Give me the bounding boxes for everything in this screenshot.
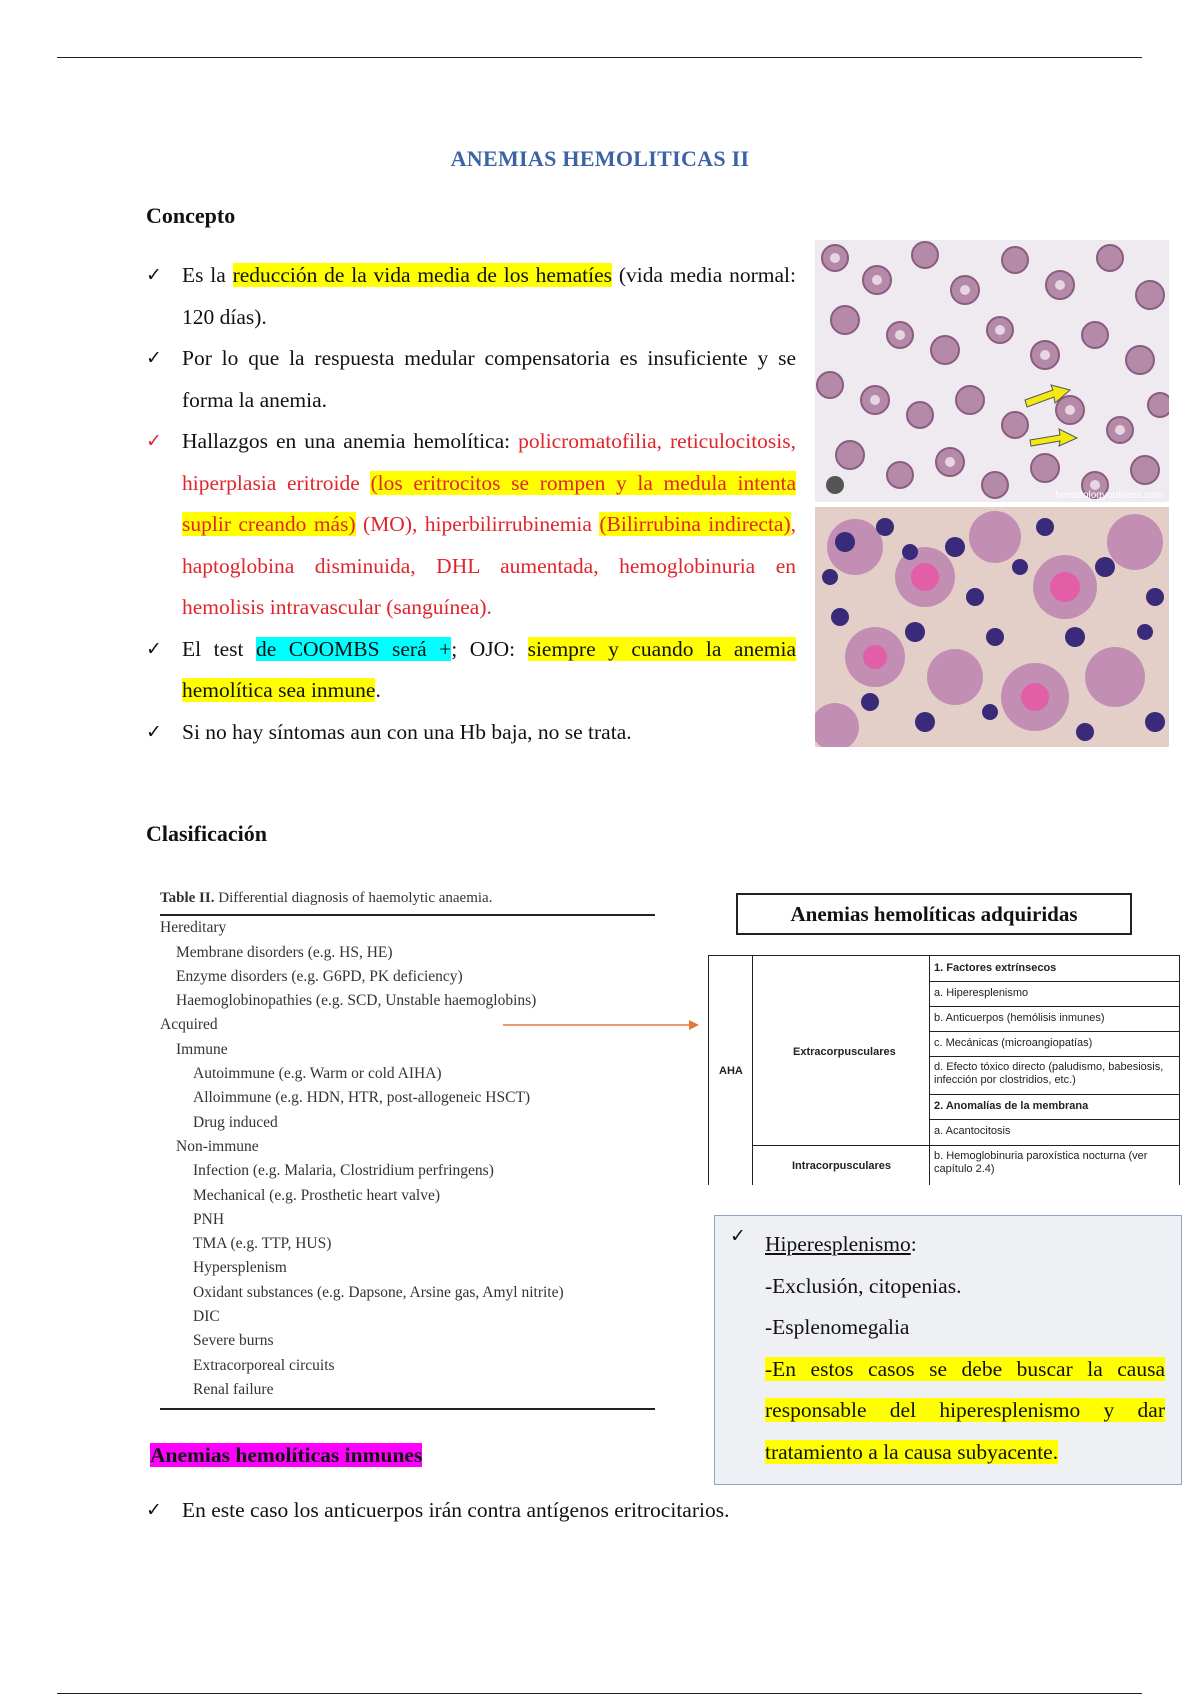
- aha-cell: d. Efecto tóxico directo (paludismo, babesiosis, infección por clostridios, etc.): [934, 1061, 1164, 1086]
- check-icon: ✓: [146, 264, 162, 286]
- divider: [929, 1094, 1180, 1095]
- aha-cell: 2. Anomalías de la membrana: [934, 1100, 1089, 1112]
- table-row: Mechanical (e.g. Prosthetic heart valve): [193, 1186, 441, 1204]
- aha-cell: b. Hemoglobinuria paroxística nocturna (ver capítulo 2.4): [934, 1150, 1148, 1175]
- intracorpusculares-label: Intracorpusculares: [792, 1160, 892, 1172]
- aha-cell: 1. Factores extrínsecos: [934, 962, 1057, 974]
- table-row: Hereditary: [160, 919, 227, 937]
- camera-icon: [826, 476, 844, 494]
- divider: [929, 1145, 1180, 1146]
- table-row: Oxidant substances (e.g. Dapsone, Arsine gas, Amyl nitrite): [193, 1283, 564, 1301]
- aha-cell: c. Mecánicas (microangiopatías): [934, 1037, 1093, 1049]
- extracorpusculares-label: Extracorpusculares: [793, 1046, 896, 1058]
- list-item: ✓ En este caso los anticuerpos irán contra antígenos eritrocitarios.: [146, 1498, 730, 1522]
- hiperesplenismo-content: [765, 1224, 1165, 1473]
- table-bottom-rule: [160, 1408, 655, 1410]
- bone-marrow-image: [815, 507, 1169, 747]
- list-item: ✓ Hallazgos en una anemia hemolítica: policromatofilia, reticulocitosis, hiperplasia eritroide (los eritrocitos se rompen y la medula intenta suplir creando más) (MO), hiperbilirrubinemia (Bilirrubina indirecta), haptoglobina disminuida, DHL aumentada, hemoglobinuria en hemolisis intravascular (sanguínea).: [146, 421, 796, 629]
- clasificacion-heading: Clasificación: [146, 821, 267, 846]
- check-icon: ✓: [146, 347, 162, 369]
- list-item: ✓ Es la reducción de la vida media de los hematíes (vida media normal: 120 días).: [146, 255, 796, 338]
- table-row: Alloimmune (e.g. HDN, HTR, post-allogeneic HSCT): [193, 1089, 531, 1107]
- blood-smear-image: [815, 240, 1169, 502]
- divider: [929, 1006, 1180, 1007]
- top-rule: [57, 57, 1142, 58]
- table-row: DIC: [193, 1308, 220, 1326]
- check-icon: ✓: [146, 637, 162, 660]
- hiperesplenismo-title: Hiperesplenismo:: [765, 1232, 917, 1256]
- concepto-list: [146, 255, 796, 753]
- concepto-heading: Concepto: [146, 203, 236, 228]
- blood-smear-illustration: [815, 240, 1169, 502]
- divider: [929, 1031, 1180, 1032]
- image-watermark: hematologyoutlines.com: [1055, 490, 1163, 501]
- table-row: Infection (e.g. Malaria, Clostridium perfringens): [193, 1162, 494, 1180]
- table-row: Extracorporeal circuits: [193, 1356, 335, 1374]
- list-item: ✓ El test de COOMBS será +; OJO: siempre y cuando la anemia hemolítica sea inmune.: [146, 629, 796, 712]
- divider: [1179, 955, 1180, 1185]
- table-caption: Table II. Differential diagnosis of haemolytic anaemia.: [160, 890, 493, 906]
- table-row: Acquired: [160, 1016, 218, 1034]
- table-body: [160, 916, 655, 1402]
- table-row: Non-immune: [176, 1137, 259, 1155]
- hiperesplenismo-line: -Esplenomegalia: [765, 1315, 910, 1339]
- table-row: Autoimmune (e.g. Warm or cold AIHA): [193, 1065, 442, 1083]
- hiperesplenismo-line: -En estos casos se debe buscar la causa responsable del hiperesplenismo y dar tratamiento a la causa subyacente.: [765, 1356, 1165, 1464]
- check-icon: ✓: [146, 430, 162, 452]
- list-item: ✓ Por lo que la respuesta medular compensatoria es insuficiente y se forma la anemia.: [146, 338, 796, 421]
- arrow-icon: [503, 1018, 703, 1032]
- differential-diagnosis-table: [160, 886, 655, 1410]
- divider: [708, 955, 709, 1185]
- divider: [929, 1119, 1180, 1120]
- divider: [752, 1145, 929, 1146]
- aha-cell: a. Hiperesplenismo: [934, 987, 1029, 999]
- divider: [929, 955, 930, 1185]
- aha-cell: a. Acantocitosis: [934, 1125, 1011, 1137]
- inmunes-heading: Anemias hemolíticas inmunes: [150, 1443, 423, 1467]
- table-row: Severe burns: [193, 1332, 274, 1350]
- table-row: TMA (e.g. TTP, HUS): [193, 1235, 332, 1253]
- table-row: Renal failure: [193, 1380, 274, 1398]
- table-row: PNH: [193, 1210, 225, 1228]
- table-row: Hypersplenism: [193, 1259, 287, 1277]
- divider: [752, 955, 753, 1185]
- table-row: Haemoglobinopathies (e.g. SCD, Unstable haemoglobins): [176, 992, 537, 1010]
- divider: [708, 955, 1180, 956]
- check-icon: ✓: [146, 1499, 162, 1521]
- table-row: Drug induced: [193, 1113, 278, 1131]
- page-title: ANEMIAS HEMOLITICAS II: [450, 146, 750, 171]
- table-row: Enzyme disorders (e.g. G6PD, PK deficiency): [176, 967, 463, 985]
- aha-classification-table: [708, 955, 1180, 1185]
- list-item: ✓ Si no hay síntomas aun con una Hb baja, no se trata.: [146, 712, 796, 754]
- hiperesplenismo-box: [714, 1215, 1182, 1485]
- table-row: Immune: [176, 1040, 228, 1058]
- bottom-rule: [57, 1693, 1142, 1694]
- bone-marrow-illustration: [815, 507, 1169, 747]
- check-icon: ✓: [146, 720, 162, 743]
- check-icon: ✓: [730, 1225, 746, 1247]
- hiperesplenismo-line: -Exclusión, citopenias.: [765, 1273, 962, 1298]
- aha-cell: b. Anticuerpos (hemólisis inmunes): [934, 1012, 1105, 1024]
- aha-label: AHA: [719, 1065, 743, 1077]
- table-row: Membrane disorders (e.g. HS, HE): [176, 943, 393, 961]
- divider: [929, 981, 1180, 982]
- adquiridas-title-box: Anemias hemolíticas adquiridas: [736, 893, 1132, 935]
- divider: [929, 1056, 1180, 1057]
